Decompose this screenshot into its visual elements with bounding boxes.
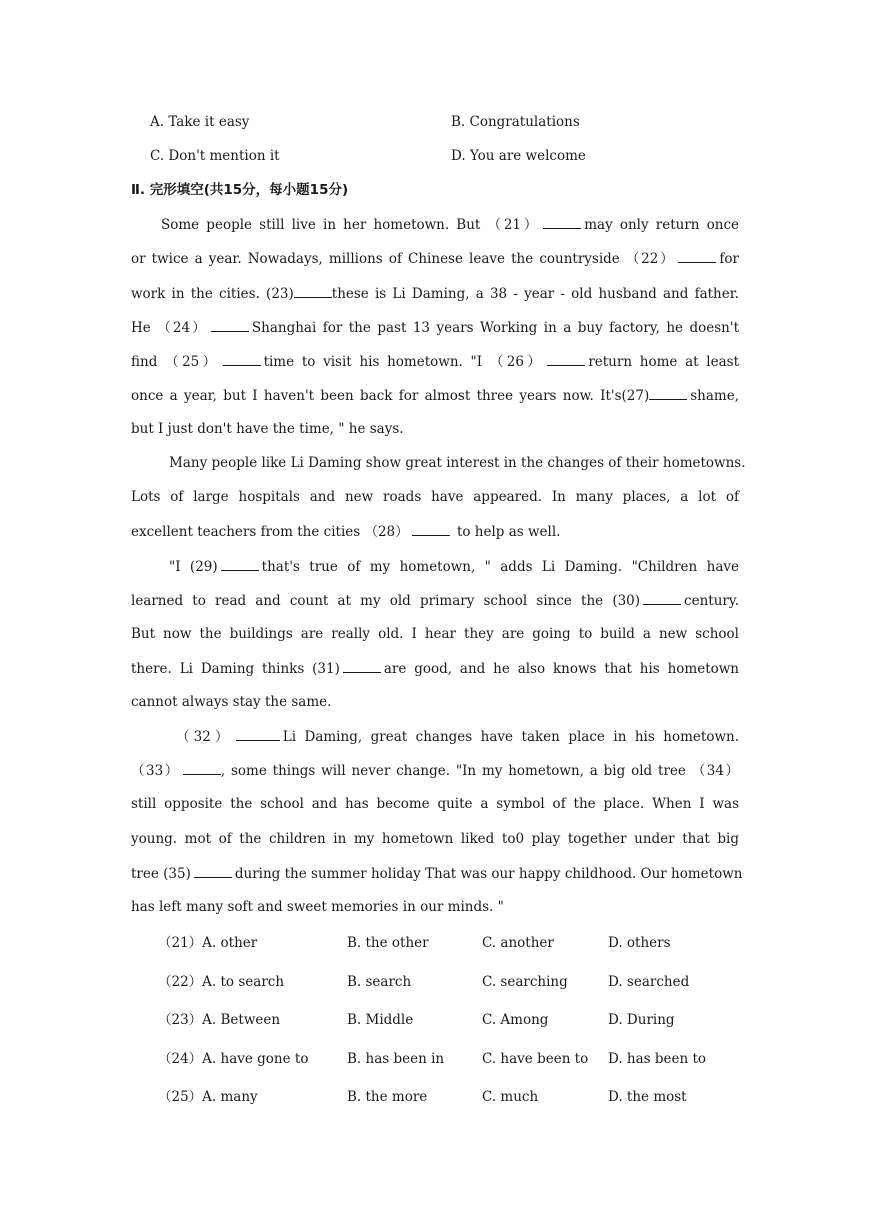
passage-line — [131, 385, 739, 406]
question-option-b: B. Middle — [347, 1012, 414, 1028]
question-option-d: D. has been to — [608, 1051, 707, 1067]
passage-line — [131, 658, 739, 679]
passage-line — [131, 590, 739, 611]
answer-blank — [649, 385, 687, 400]
passage-line — [176, 726, 739, 747]
passage-line — [131, 317, 739, 338]
passage-line — [131, 351, 739, 372]
question-option-d: D. the most — [608, 1089, 687, 1105]
passage-text: work in the cities. (23) — [131, 286, 294, 302]
passage-line: Lots of large hospitals and new roads have appeared. In many places, a lot of — [131, 489, 739, 505]
passage-text: during the summer holiday That was our happy childhood. Our hometown — [234, 866, 743, 882]
answer-blank — [211, 317, 249, 332]
answer-blank — [412, 521, 450, 536]
question-option-a: （21）A. other — [158, 935, 258, 951]
passage-text: excellent teachers from the cities （28） — [131, 524, 409, 540]
question-option-c: C. have been to — [482, 1051, 589, 1067]
passage-text: return home at least — [588, 354, 739, 370]
answer-blank — [236, 726, 280, 741]
passage-line: Many people like Li Daming show great interest in the changes of their hometowns. — [169, 455, 746, 471]
passage-text: Some people still live in her hometown. But （21） — [161, 217, 541, 233]
passage-text: these is Li Daming, a 38 - year - old husband and father. — [331, 286, 739, 302]
question-option-d: D. During — [608, 1012, 675, 1028]
passage-text: that's true of my hometown, " adds Li Daming. "Children have — [261, 559, 739, 575]
passage-text: He （24） — [131, 320, 208, 336]
passage-line: still opposite the school and has become quite a symbol of the place. When I was — [131, 796, 739, 812]
passage-text: "I (29) — [169, 559, 218, 575]
passage-text: for — [719, 251, 739, 267]
question-option-c: C. Among — [482, 1012, 549, 1028]
answer-blank — [221, 556, 259, 571]
passage-line: but I just don't have the time, " he says. — [131, 421, 404, 437]
option-d: D. You are welcome — [451, 148, 586, 164]
passage-line — [131, 521, 739, 542]
passage-line: young. mot of the children in my hometown liked to0 play together under that big — [131, 831, 739, 847]
passage-text: or twice a year. Nowadays, millions of Chinese leave the countryside （22） — [131, 251, 676, 267]
option-a: A. Take it easy — [150, 114, 250, 130]
question-option-a: （24）A. have gone to — [158, 1051, 309, 1067]
question-option-c: C. much — [482, 1089, 539, 1105]
answer-blank — [543, 214, 581, 229]
question-option-b: B. has been in — [347, 1051, 445, 1067]
answer-blank — [223, 351, 261, 366]
passage-line — [131, 863, 743, 884]
passage-line: cannot always stay the same. — [131, 694, 332, 710]
question-option-a: （23）A. Between — [158, 1012, 281, 1028]
passage-text: Li Daming, great changes have taken place in his hometown. — [282, 729, 739, 745]
answer-blank — [183, 760, 221, 775]
passage-line — [161, 214, 739, 235]
passage-text: tree (35) — [131, 866, 191, 882]
question-option-b: B. search — [347, 974, 412, 990]
answer-blank — [343, 658, 381, 673]
question-option-d: D. searched — [608, 974, 690, 990]
passage-line — [131, 248, 739, 269]
passage-text: to help as well. — [456, 524, 561, 540]
question-option-a: （25）A. many — [158, 1089, 258, 1105]
question-option-b: B. the more — [347, 1089, 428, 1105]
passage-text: learned to read and count at my old primary school since the (30) — [131, 593, 641, 609]
passage-line — [169, 556, 739, 577]
passage-text: （32） — [176, 729, 233, 745]
question-option-d: D. others — [608, 935, 671, 951]
passage-text: find （25） — [131, 354, 220, 370]
passage-text: are good, and he also knows that his hometown — [383, 661, 739, 677]
passage-text: there. Li Daming thinks (31) — [131, 661, 340, 677]
passage-text: once a year, but I haven't been back for almost three years now. It's(27) — [131, 388, 650, 404]
passage-text: shame, — [690, 388, 739, 404]
passage-text: , some things will never change. "In my hometown, a big old tree （34） — [220, 763, 739, 779]
answer-blank — [547, 351, 585, 366]
question-option-c: C. searching — [482, 974, 568, 990]
passage-line — [131, 283, 739, 304]
passage-line: But now the buildings are really old. I hear they are going to build a new school — [131, 626, 739, 642]
passage-text: may only return once — [584, 217, 739, 233]
section-heading: Ⅱ. 完形填空(共15分，每小题15分) — [131, 182, 349, 198]
answer-blank — [643, 590, 681, 605]
question-option-b: B. the other — [347, 935, 429, 951]
option-c: C. Don't mention it — [150, 148, 280, 164]
option-b: B. Congratulations — [451, 114, 580, 130]
answer-blank — [194, 863, 232, 878]
answer-blank — [294, 283, 332, 298]
passage-line: has left many soft and sweet memories in our minds. " — [131, 899, 504, 915]
question-option-c: C. another — [482, 935, 554, 951]
passage-text: （33） — [131, 763, 180, 779]
passage-text: time to visit his hometown. "I （26） — [263, 354, 545, 370]
answer-blank — [678, 248, 716, 263]
question-option-a: （22）A. to search — [158, 974, 285, 990]
passage-text: century. — [684, 593, 739, 609]
passage-text: Shanghai for the past 13 years Working in a buy factory, he doesn't — [251, 320, 739, 336]
passage-line — [131, 760, 739, 781]
